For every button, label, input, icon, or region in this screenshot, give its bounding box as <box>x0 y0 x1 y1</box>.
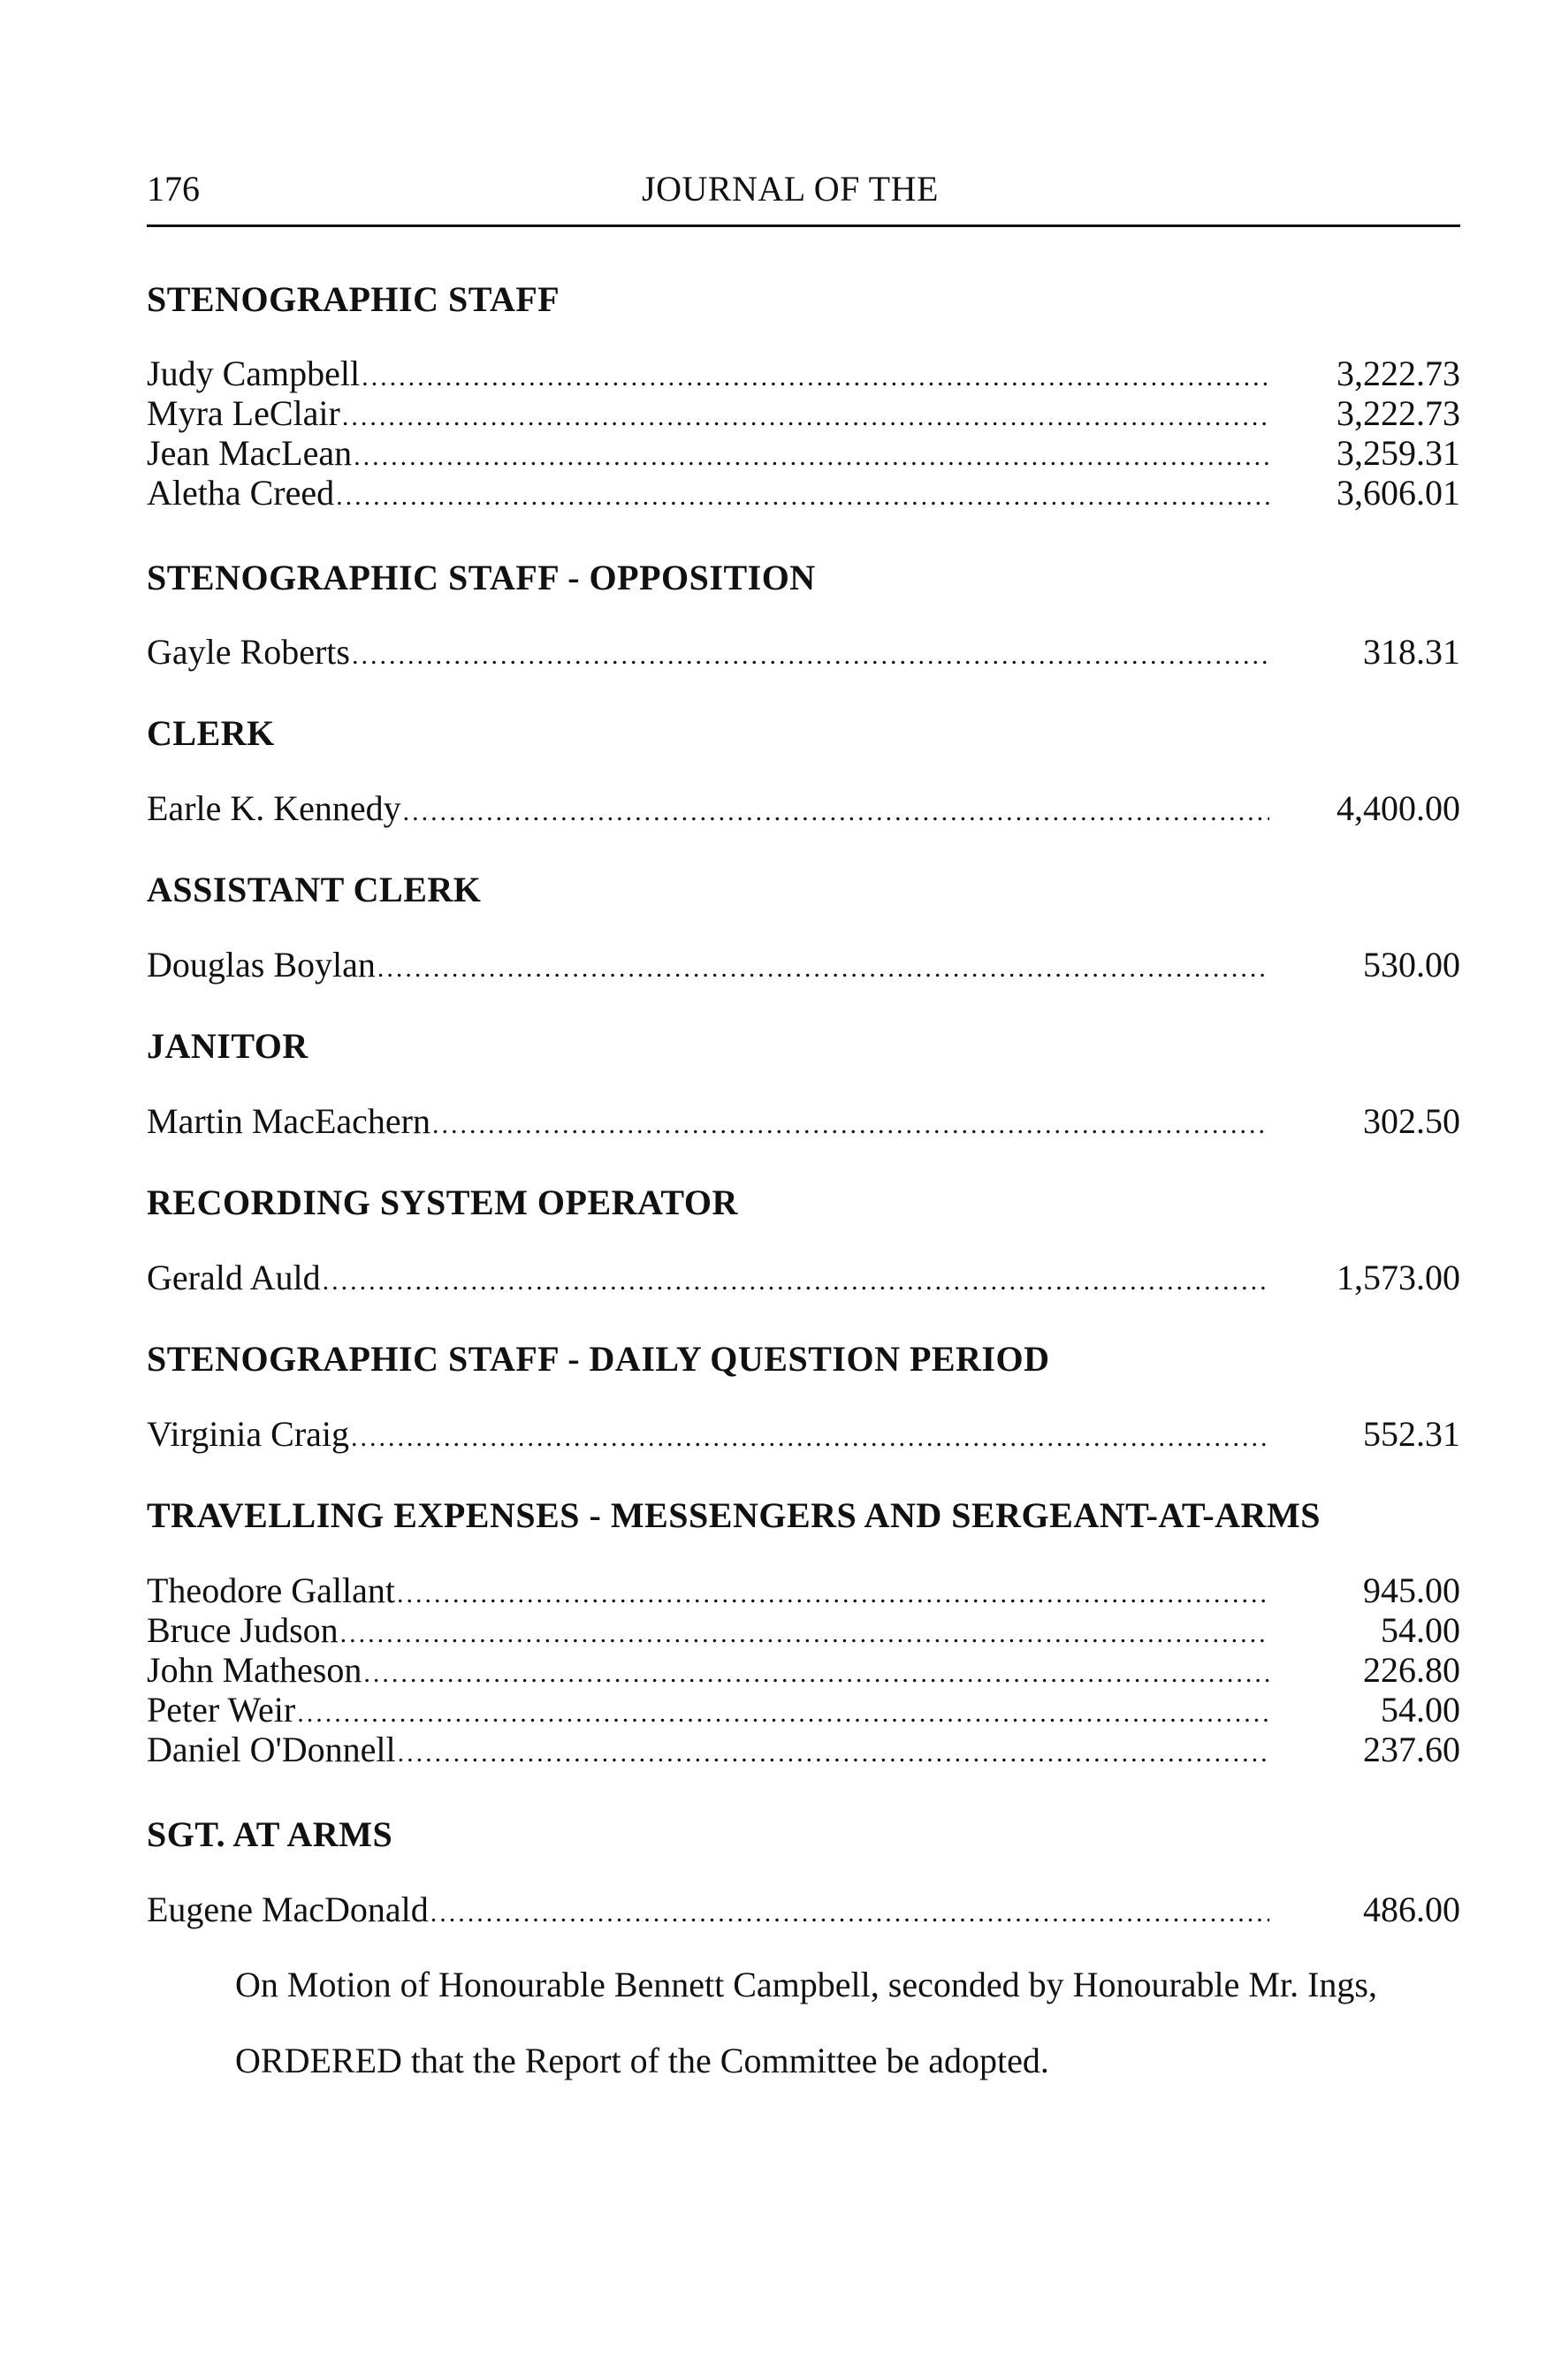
section-heading-sgt-at-arms: SGT. AT ARMS <box>147 1814 393 1854</box>
payee-name: Aletha Creed <box>147 473 335 513</box>
entry-list <box>147 354 1460 513</box>
payment-entry <box>147 1730 1460 1769</box>
payment-entry <box>147 1258 1460 1297</box>
payment-amount: 4,400.00 <box>1337 788 1460 828</box>
section-heading-clerk: CLERK <box>147 713 275 753</box>
order-paragraph: ORDERED that the Report of the Committee be adopted. <box>235 2041 1049 2080</box>
payee-name: Daniel O'Donnell <box>147 1730 396 1769</box>
payment-amount: 318.31 <box>1363 632 1460 672</box>
dot-leader <box>352 635 1269 675</box>
payment-amount: 552.31 <box>1363 1414 1460 1454</box>
dot-leader <box>398 1733 1269 1773</box>
payment-amount: 486.00 <box>1363 1890 1460 1929</box>
payee-name: Gayle Roberts <box>147 632 350 672</box>
payment-entry <box>147 473 1460 513</box>
section-heading-assistant-clerk: ASSISTANT CLERK <box>147 870 482 909</box>
dot-leader <box>377 948 1269 988</box>
payee-name: Bruce Judson <box>147 1610 339 1650</box>
payment-entry <box>147 1414 1460 1454</box>
payee-name: Eugene MacDonald <box>147 1890 429 1929</box>
payment-amount: 237.60 <box>1363 1730 1460 1769</box>
entry-list <box>147 945 1460 985</box>
motion-paragraph: On Motion of Honourable Bennett Campbell, seconded by Honourable Mr. Ings, <box>235 1965 1377 2004</box>
entry-list <box>147 1258 1460 1297</box>
payee-name: Virginia Craig <box>147 1414 350 1454</box>
payment-amount: 54.00 <box>1381 1690 1460 1730</box>
payment-entry <box>147 1690 1460 1730</box>
payee-name: Douglas Boylan <box>147 945 376 985</box>
section-heading-stenographic-staff-opposition: STENOGRAPHIC STAFF - OPPOSITION <box>147 558 816 597</box>
payment-entry <box>147 632 1460 672</box>
entry-list <box>147 1570 1460 1769</box>
payment-entry <box>147 1610 1460 1650</box>
payee-name: Peter Weir <box>147 1690 296 1730</box>
dot-leader <box>432 1105 1269 1144</box>
payment-entry <box>147 945 1460 985</box>
payee-name: Jean MacLean <box>147 433 353 473</box>
payee-name: John Matheson <box>147 1650 362 1690</box>
dot-leader <box>403 792 1269 832</box>
entry-list <box>147 1101 1460 1141</box>
entry-list <box>147 632 1460 672</box>
dot-leader <box>351 1418 1269 1457</box>
payee-name: Earle K. Kennedy <box>147 788 401 828</box>
payment-amount: 3,222.73 <box>1337 354 1460 393</box>
payee-name: Martin MacEachern <box>147 1101 430 1141</box>
payment-amount: 302.50 <box>1363 1101 1460 1141</box>
section-heading-janitor: JANITOR <box>147 1026 308 1066</box>
journal-page <box>147 168 1460 2083</box>
payment-entry <box>147 433 1460 473</box>
payment-amount: 1,573.00 <box>1337 1258 1460 1297</box>
payment-entry <box>147 393 1460 433</box>
dot-leader <box>336 476 1269 516</box>
dot-leader <box>323 1261 1269 1301</box>
payment-amount: 226.80 <box>1363 1650 1460 1690</box>
payment-entry <box>147 788 1460 828</box>
payee-name: Judy Campbell <box>147 354 361 393</box>
dot-leader <box>363 1654 1269 1693</box>
payment-amount: 945.00 <box>1363 1570 1460 1610</box>
payment-amount: 54.00 <box>1381 1610 1460 1650</box>
payment-entry <box>147 1890 1460 1929</box>
payment-amount: 3,259.31 <box>1337 433 1460 473</box>
payment-amount: 3,222.73 <box>1337 393 1460 433</box>
payment-entry <box>147 354 1460 393</box>
dot-leader <box>397 1574 1269 1614</box>
payment-entry <box>147 1650 1460 1690</box>
payee-name: Theodore Gallant <box>147 1570 395 1610</box>
entry-list <box>147 788 1460 828</box>
payment-amount: 3,606.01 <box>1337 473 1460 513</box>
section-heading-travelling-expenses: TRAVELLING EXPENSES - MESSENGERS AND SERGEANT-AT-ARMS <box>147 1495 1321 1535</box>
payee-name: Gerald Auld <box>147 1258 321 1297</box>
dot-leader <box>342 397 1269 437</box>
section-heading-recording-system-operator: RECORDING SYSTEM OPERATOR <box>147 1182 738 1222</box>
payment-entry <box>147 1570 1460 1610</box>
payee-name: Myra LeClair <box>147 393 340 433</box>
dot-leader <box>340 1614 1269 1654</box>
running-title: JOURNAL OF THE <box>642 169 939 209</box>
dot-leader <box>354 437 1269 476</box>
section-heading-stenographic-staff: STENOGRAPHIC STAFF <box>147 279 560 319</box>
section-heading-daily-question-period: STENOGRAPHIC STAFF - DAILY QUESTION PERIOD <box>147 1339 1050 1379</box>
dot-leader <box>297 1693 1269 1733</box>
page-header <box>147 168 1460 214</box>
dot-leader <box>430 1893 1269 1933</box>
payment-amount: 530.00 <box>1363 945 1460 985</box>
dot-leader <box>362 357 1269 397</box>
entry-list <box>147 1890 1460 1929</box>
entry-list <box>147 1414 1460 1454</box>
page-number: 176 <box>147 169 200 209</box>
payment-entry <box>147 1101 1460 1141</box>
